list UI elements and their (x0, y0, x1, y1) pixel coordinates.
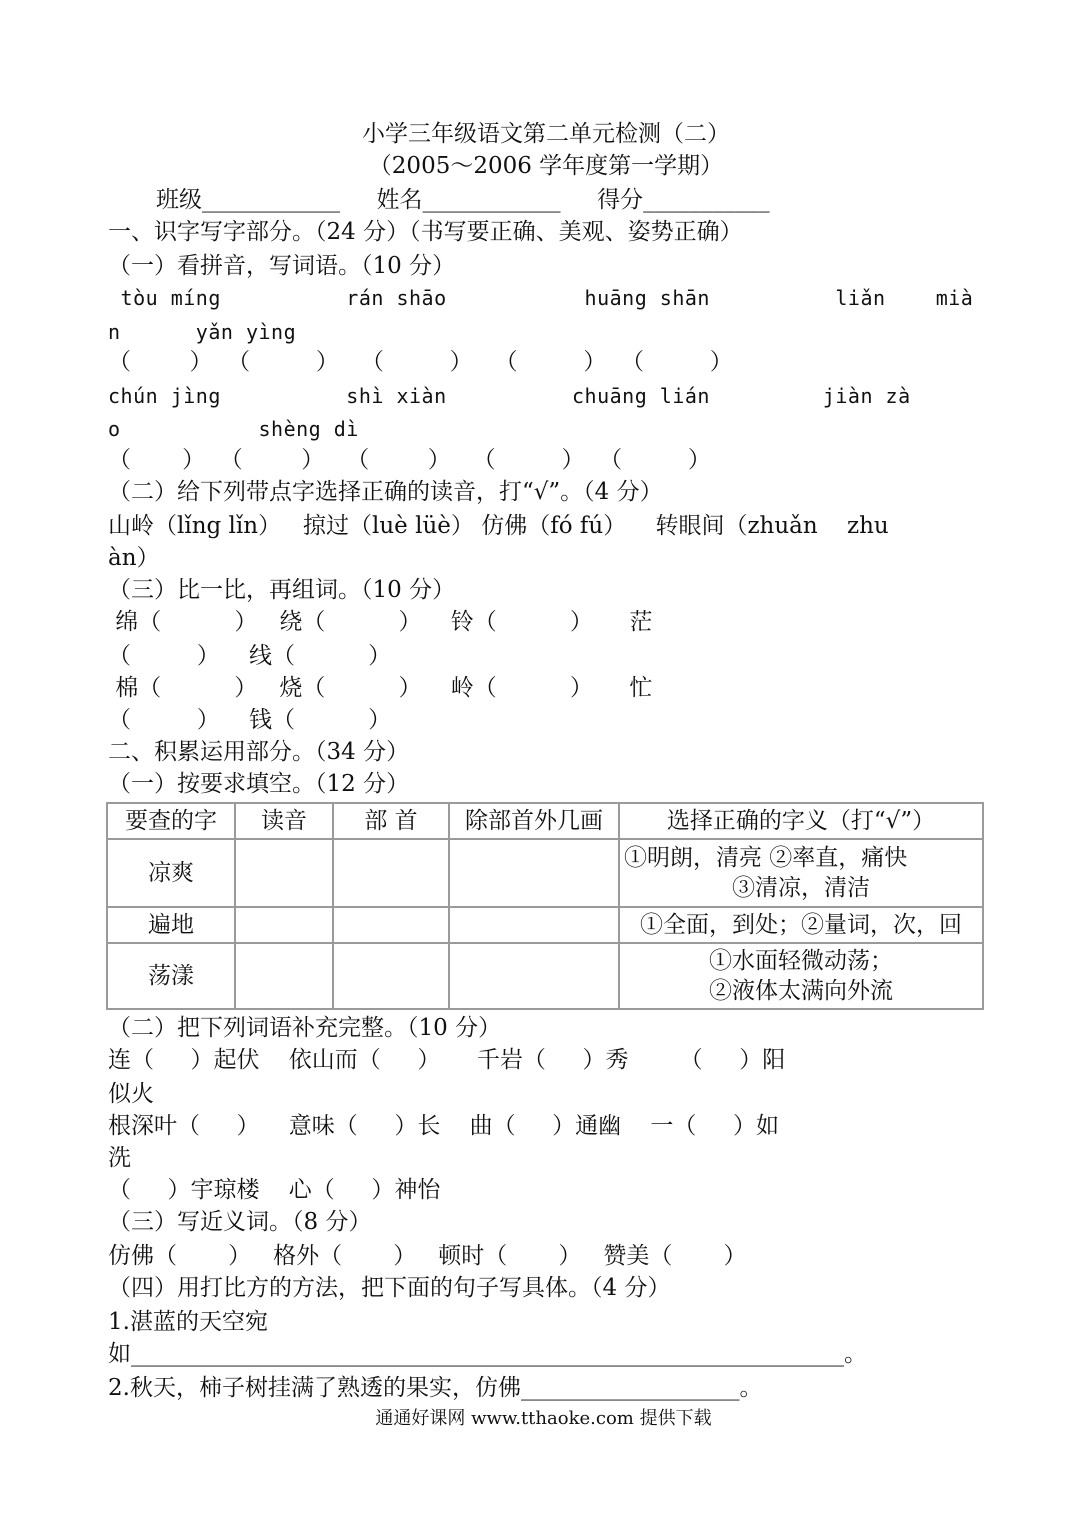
reading-answer-cell[interactable] (235, 907, 333, 943)
part2-s3-heading: （三）写近义词。（8 分） (108, 1209, 372, 1235)
meaning-cell (619, 907, 983, 943)
reading-answer-cell[interactable] (235, 943, 333, 1009)
compare-line3: 棉（ ） 烧（ ） 岭（ ） 忙 (108, 675, 653, 701)
meaning-option-line: ①水面轻微动荡； (709, 948, 893, 974)
table-header-cell: 读音 (235, 803, 333, 839)
page-title: 小学三年级语文第二单元检测（二） (362, 121, 730, 147)
compare-line4: （ ） 钱（ ） (108, 707, 392, 733)
question2-line: 2.秋天，柿子树挂满了熟透的果实，仿佛___________________。 (108, 1375, 763, 1401)
reading-choice-line2: àn） (108, 545, 160, 571)
part2-s1-heading: （一）按要求填空。（12 分） (108, 771, 410, 797)
table-row (107, 907, 983, 943)
question1-line-b: 如______________________________________________________________。 (108, 1341, 867, 1367)
part2-s2-heading: （二）把下列词语补充完整。（10 分） (108, 1015, 502, 1041)
meaning-option-line: ②液体太满向外流 (709, 978, 893, 1004)
meaning-cell (619, 839, 983, 907)
table-row (107, 943, 983, 1009)
part1-s1-heading: （一）看拼音，写词语。（10 分） (108, 253, 456, 279)
idiom-line4: 洗 (108, 1145, 131, 1171)
meaning-cell (619, 943, 983, 1009)
meaning-option-line: ①全面，到处；②量词，次，回 (640, 912, 962, 938)
table-row (107, 839, 983, 907)
pinyin-row2b: o shèng dì (108, 417, 359, 441)
student-info-line: 班级____________ 姓名____________ 得分___________ (156, 187, 770, 213)
question1-line-a: 1.湛蓝的天空宛 (108, 1309, 268, 1335)
strokes-answer-cell[interactable] (449, 943, 619, 1009)
table-header-cell: 要查的字 (107, 803, 235, 839)
pinyin-row1b: n yǎn yìng (108, 320, 297, 344)
idiom-line1: 连（ ）起伏 依山而（ ） 千岩（ ）秀 （ ）阳 (108, 1047, 786, 1073)
word-cell: 凉爽 (107, 839, 235, 907)
word-cell: 遍地 (107, 907, 235, 943)
table-header-cell: 选择正确的字义（打“√”） (619, 803, 983, 839)
part1-s2-heading: （二）给下列带点字选择正确的读音，打“√”。（4 分） (108, 479, 663, 505)
part2-heading: 二、积累运用部分。（34 分） (108, 739, 410, 765)
strokes-answer-cell[interactable] (449, 907, 619, 943)
table-header-row (107, 803, 983, 839)
pinyin-row1a: tòu míng rán shāo huāng shān liǎn mià (108, 286, 974, 310)
answer-parens-row1: （ ） （ ） （ ） （ ） （ ） (108, 349, 733, 375)
radical-answer-cell[interactable] (333, 907, 449, 943)
meaning-option-line: ①明朗，清亮 ②率直，痛快 (624, 845, 908, 871)
synonym-line: 仿佛（ ） 格外（ ） 顿时（ ） 赞美（ ） (108, 1243, 747, 1269)
reading-answer-cell[interactable] (235, 839, 333, 907)
part2-s4-heading: （四）用打比方的方法，把下面的句子写具体。（4 分） (108, 1275, 671, 1301)
table-header-cell: 部 首 (333, 803, 449, 839)
radical-answer-cell[interactable] (333, 839, 449, 907)
answer-parens-row2: （ ） （ ） （ ） （ ） （ ） (108, 447, 711, 473)
idiom-line2: 似火 (108, 1081, 154, 1107)
page-subtitle: （2005～2006 学年度第一学期） (368, 153, 724, 179)
compare-line2: （ ） 线（ ） (108, 643, 392, 669)
part1-s3-heading: （三）比一比，再组词。（10 分） (108, 577, 456, 603)
compare-line1: 绵（ ） 绕（ ） 铃（ ） 茫 (108, 609, 653, 635)
part1-heading: 一、识字写字部分。（24 分）（书写要正确、美观、姿势正确） (108, 219, 743, 245)
pinyin-row2a: chún jìng shì xiàn chuāng lián jiàn zà (108, 384, 911, 408)
reading-choice-line1: 山岭（lǐng lǐn） 掠过（luè lüè） 仿佛（fó fú） 转眼间（zhuǎn zhu (108, 513, 889, 539)
dictionary-table (106, 802, 984, 1010)
idiom-line5: （ ）宇琼楼 心（ ）神怡 (108, 1177, 441, 1203)
meaning-option-line: ③清凉，清洁 (732, 875, 870, 901)
strokes-answer-cell[interactable] (449, 839, 619, 907)
table-header-cell: 除部首外几画 (449, 803, 619, 839)
idiom-line3: 根深叶（ ） 意味（ ）长 曲（ ）通幽 一（ ）如 (108, 1113, 779, 1139)
word-cell: 荡漾 (107, 943, 235, 1009)
radical-answer-cell[interactable] (333, 943, 449, 1009)
footer-credit: 通通好课网 www.tthaoke.com 提供下载 (375, 1408, 712, 1429)
